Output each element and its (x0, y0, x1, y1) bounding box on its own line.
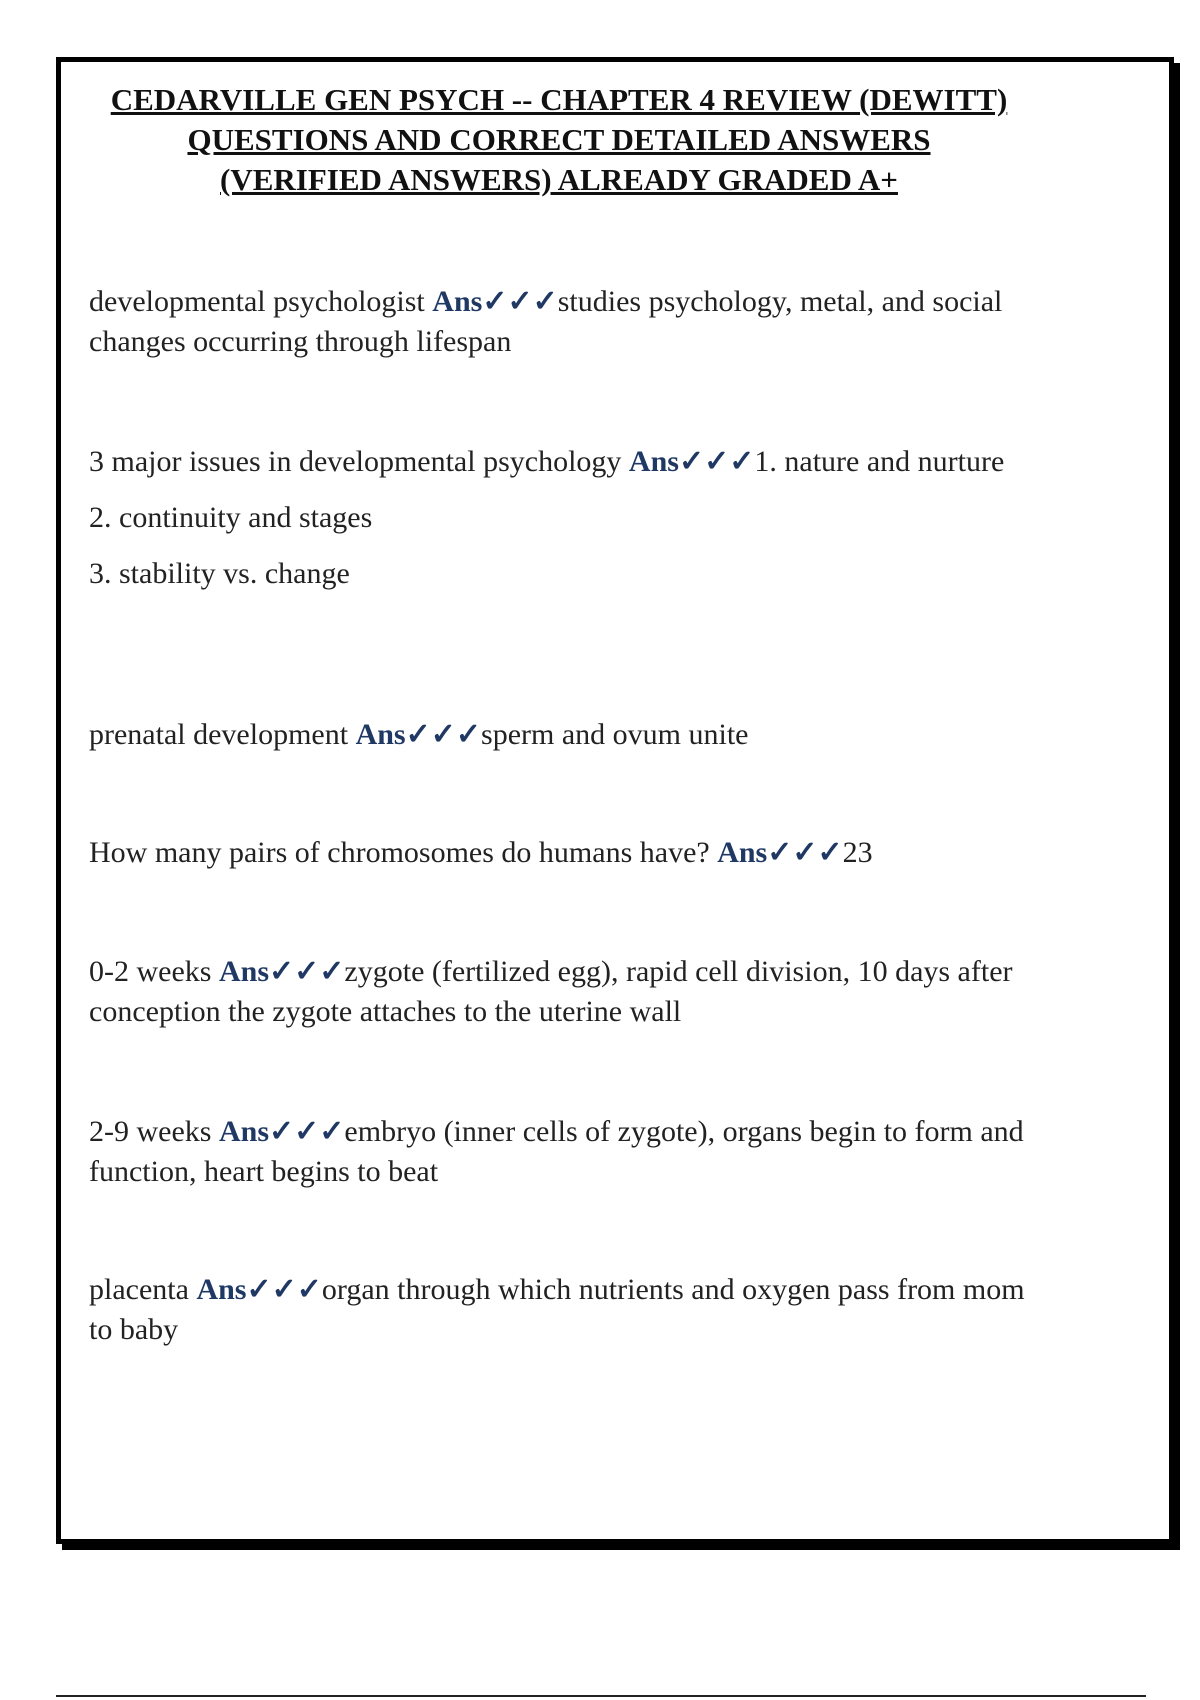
qa-item (89, 952, 1039, 1032)
qa-item (89, 1112, 1039, 1192)
answer-marker: Ans✓✓✓ (432, 285, 558, 318)
answer-text: 2. continuity and stages (89, 501, 373, 534)
answer-text: organ through which nutrients and oxygen pass from mom to baby (89, 1273, 1025, 1346)
check-icon: ✓✓✓ (405, 718, 482, 751)
answer-marker: Ans✓✓✓ (196, 1273, 322, 1306)
answer-marker: Ans✓✓✓ (218, 1115, 345, 1148)
check-icon: ✓✓✓ (482, 285, 558, 318)
answer-marker: Ans✓✓✓ (717, 836, 843, 869)
page-title (90, 80, 1028, 200)
qa-item (89, 1270, 1039, 1350)
answer-text: sperm and ovum unite (481, 718, 749, 751)
question-text: How many pairs of chromosomes do humans have? (89, 836, 710, 869)
check-icon: ✓✓✓ (269, 1115, 345, 1148)
qa-item (89, 442, 1039, 594)
answer-marker: Ans✓✓✓ (628, 445, 755, 478)
answer-text: zygote (fertilized egg), rapid cell division, 10 days after conception the zygote attaches to the uterine wall (89, 955, 1013, 1028)
answer-text: studies psychology, metal, and social changes occurring through lifespan (89, 285, 1003, 358)
check-icon: ✓✓✓ (767, 836, 843, 869)
footer-divider (56, 1695, 1146, 1697)
title-line-2: QUESTIONS AND CORRECT DETAILED ANSWERS (187, 122, 931, 157)
title-line-3: (VERIFIED ANSWERS) ALREADY GRADED A+ (220, 162, 898, 197)
answer-marker: Ans✓✓✓ (218, 955, 345, 988)
answer-text: 1. nature and nurture (754, 445, 1005, 478)
question-text: 0-2 weeks (89, 955, 212, 988)
question-text: placenta (89, 1273, 189, 1306)
title-line-1: CEDARVILLE GEN PSYCH -- CHAPTER 4 REVIEW (DEWITT) (110, 82, 1008, 117)
question-text: developmental psychologist (89, 285, 425, 318)
answer-text: 3. stability vs. change (89, 557, 350, 590)
qa-item (89, 715, 1039, 755)
check-icon: ✓✓✓ (246, 1273, 322, 1306)
qa-item (89, 833, 1039, 873)
check-icon: ✓✓✓ (269, 955, 345, 988)
answer-marker: Ans✓✓✓ (355, 718, 482, 751)
answer-text: 23 (842, 836, 873, 869)
answer-text: embryo (inner cells of zygote), organs begin to form and function, heart begins to beat (89, 1115, 1024, 1188)
qa-item (89, 282, 1039, 362)
question-text: prenatal development (89, 718, 349, 751)
question-text: 3 major issues in developmental psychology (89, 445, 622, 478)
question-text: 2-9 weeks (89, 1115, 212, 1148)
check-icon: ✓✓✓ (678, 445, 755, 478)
